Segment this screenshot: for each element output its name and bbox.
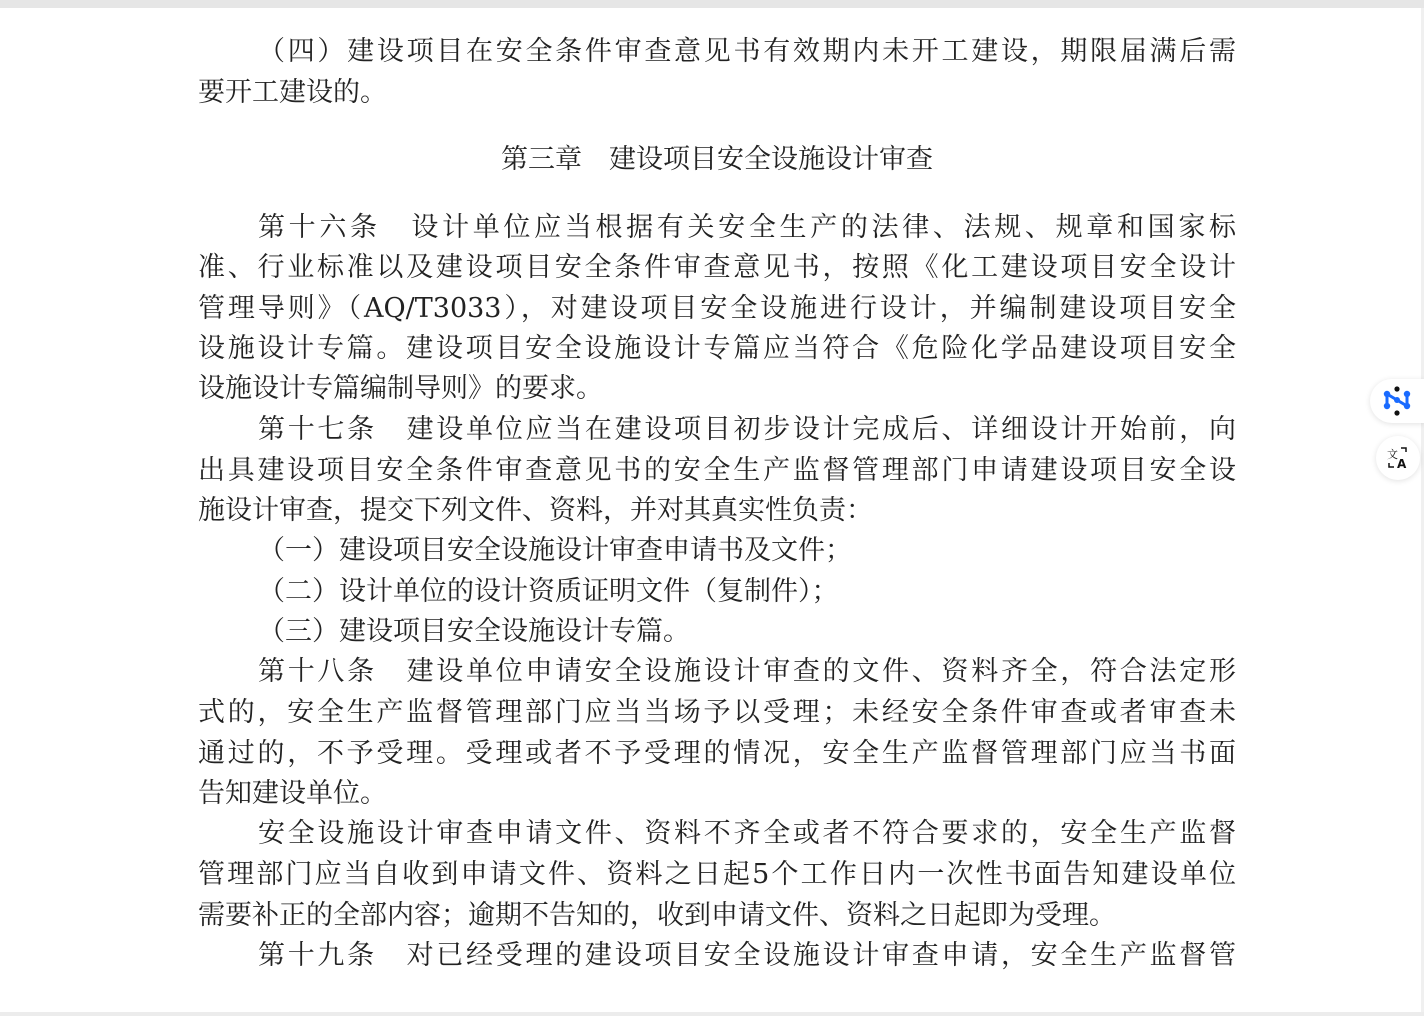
text-line: 出具建设项目安全条件审查意见书的安全生产监督管理部门申请建设项目安全设: [198, 455, 1236, 486]
article-18-line: 第十八条 建设单位申请安全设施设计审查的文件、资料齐全，符合法定形: [258, 656, 1236, 687]
svg-text:A: A: [1397, 457, 1407, 470]
text-line: （四）建设项目在安全条件审查意见书有效期内未开工建设，期限届满后需: [258, 36, 1236, 67]
text-line: 告知建设单位。: [198, 778, 387, 809]
ai-assistant-button[interactable]: [1370, 379, 1424, 423]
article-19-line: 第十九条 对已经受理的建设项目安全设施设计审查申请，安全生产监督管: [258, 940, 1236, 971]
translate-button[interactable]: [1376, 436, 1420, 480]
list-item: （二）设计单位的设计资质证明文件（复制件）；: [258, 576, 839, 607]
article-16-line: 第十六条 设计单位应当根据有关安全生产的法律、法规、规章和国家标: [258, 212, 1236, 243]
list-item: （一）建设项目安全设施设计审查申请书及文件；: [258, 535, 852, 566]
text-line: 需要补正的全部内容；逾期不告知的，收到申请文件、资料之日起即为受理。: [198, 900, 1116, 931]
chapter-heading: 第三章 建设项目安全设施设计审查: [501, 144, 933, 175]
text-line: 准、行业标准以及建设项目安全条件审查意见书，按照《化工建设项目安全设计: [198, 252, 1236, 283]
text-line: 安全设施设计审查申请文件、资料不齐全或者不符合要求的，安全生产监督: [258, 818, 1236, 849]
text-line: 通过的，不予受理。受理或者不予受理的情况，安全生产监督管理部门应当书面: [198, 738, 1236, 769]
text-line: 管理导则》（AQ/T3033），对建设项目安全设施进行设计，并编制建设项目安全: [198, 293, 1236, 324]
text-line: 设施设计专篇。建设项目安全设施设计专篇应当符合《危险化学品建设项目安全: [198, 333, 1236, 364]
text-line: 管理部门应当自收到申请文件、资料之日起5个工作日内一次性书面告知建设单位: [198, 859, 1236, 890]
top-bar: [0, 0, 1424, 8]
svg-text:文: 文: [1387, 448, 1398, 461]
text-line: 式的，安全生产监督管理部门应当当场予以受理；未经安全条件审查或者审查未: [198, 697, 1236, 728]
translate-icon: [1386, 446, 1410, 470]
text-line: 施设计审查，提交下列文件、资料，并对其真实性负责：: [198, 495, 873, 526]
article-17-line: 第十七条 建设单位应当在建设项目初步设计完成后、详细设计开始前，向: [258, 414, 1236, 445]
ai-network-icon: [1382, 386, 1412, 416]
text-line: 要开工建设的。: [198, 77, 387, 108]
bottom-divider: [0, 1012, 1424, 1016]
list-item: （三）建设项目安全设施设计专篇。: [258, 616, 690, 647]
text-line: 设施设计专篇编制导则》的要求。: [198, 373, 603, 404]
